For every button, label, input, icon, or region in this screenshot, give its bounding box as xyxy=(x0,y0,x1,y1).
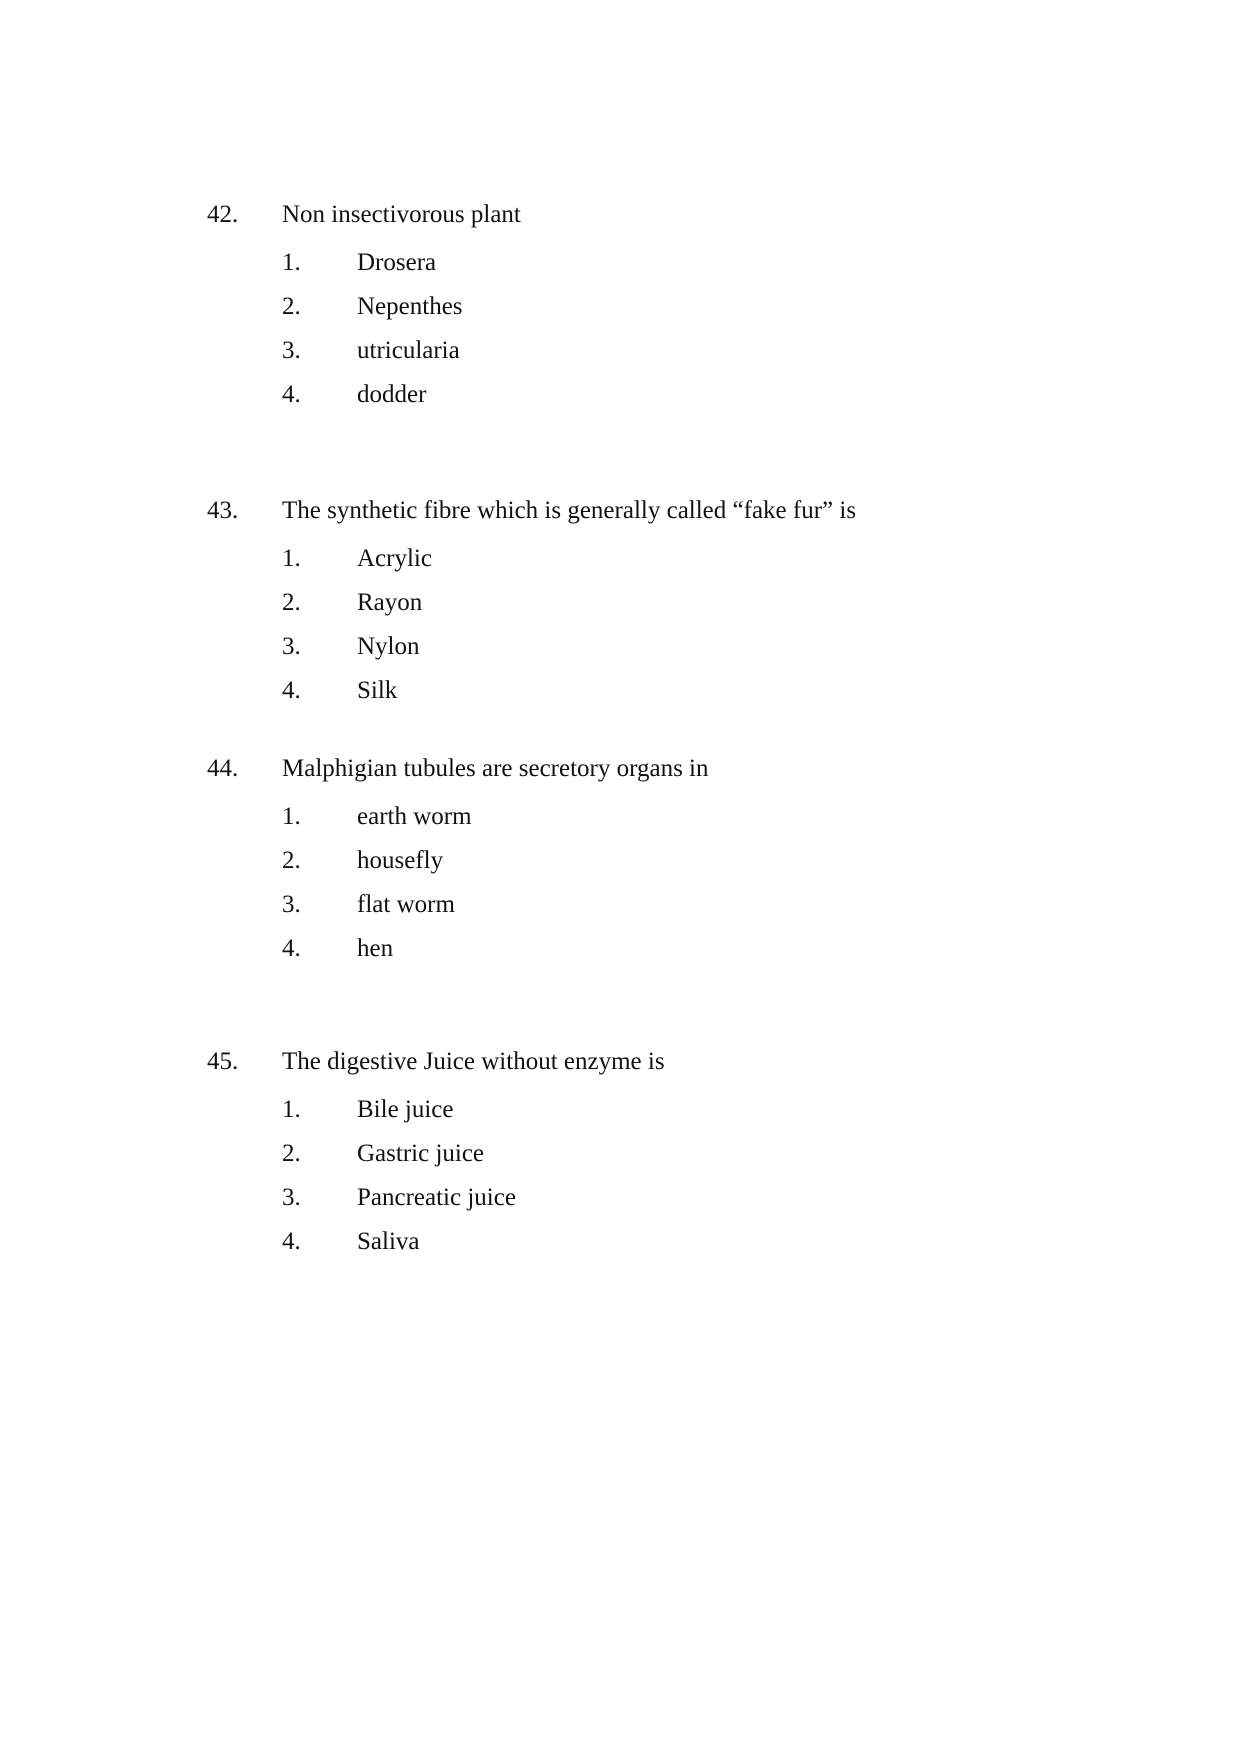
option-number: 3. xyxy=(282,337,301,364)
option-item xyxy=(207,1185,1107,1229)
question-number: 45. xyxy=(207,1048,239,1075)
question-42 xyxy=(207,202,1107,426)
option-text: housefly xyxy=(357,847,444,874)
question-44 xyxy=(207,756,1107,980)
option-list xyxy=(207,1097,1107,1273)
option-text: hen xyxy=(357,935,394,962)
option-item xyxy=(207,1229,1107,1273)
option-number: 3. xyxy=(282,633,301,660)
option-text: Drosera xyxy=(357,249,437,276)
option-item xyxy=(207,1141,1107,1185)
option-text: Nylon xyxy=(357,633,420,660)
option-text: Gastric juice xyxy=(357,1140,485,1167)
option-item xyxy=(207,804,1107,848)
option-number: 2. xyxy=(282,293,301,320)
option-item xyxy=(207,634,1107,678)
question-text: Malphigian tubules are secretory organs in xyxy=(282,755,709,782)
option-text: utricularia xyxy=(357,337,460,364)
option-text: flat worm xyxy=(357,891,455,918)
option-number: 2. xyxy=(282,589,301,616)
option-item xyxy=(207,338,1107,382)
question-text: The synthetic fibre which is generally called “fake fur” is xyxy=(282,497,857,524)
option-item xyxy=(207,848,1107,892)
option-text: Silk xyxy=(357,677,398,704)
question-header xyxy=(207,498,1107,528)
option-number: 2. xyxy=(282,847,301,874)
option-item xyxy=(207,590,1107,634)
option-number: 1. xyxy=(282,803,301,830)
question-text: Non insectivorous plant xyxy=(282,201,521,228)
question-number: 42. xyxy=(207,201,239,228)
option-number: 4. xyxy=(282,1228,301,1255)
option-item xyxy=(207,382,1107,426)
question-43 xyxy=(207,498,1107,722)
option-item xyxy=(207,294,1107,338)
option-number: 1. xyxy=(282,545,301,572)
option-text: Saliva xyxy=(357,1228,420,1255)
option-number: 1. xyxy=(282,249,301,276)
option-text: Acrylic xyxy=(357,545,432,572)
option-item xyxy=(207,546,1107,590)
question-header xyxy=(207,756,1107,786)
option-text: Bile juice xyxy=(357,1096,454,1123)
question-number: 44. xyxy=(207,755,239,782)
option-list xyxy=(207,546,1107,722)
option-item xyxy=(207,936,1107,980)
option-number: 3. xyxy=(282,891,301,918)
option-number: 4. xyxy=(282,935,301,962)
option-list xyxy=(207,250,1107,426)
option-text: dodder xyxy=(357,381,427,408)
question-number: 43. xyxy=(207,497,239,524)
option-text: Pancreatic juice xyxy=(357,1184,516,1211)
option-list xyxy=(207,804,1107,980)
option-number: 3. xyxy=(282,1184,301,1211)
question-header xyxy=(207,1049,1107,1079)
option-number: 4. xyxy=(282,381,301,408)
option-text: Nepenthes xyxy=(357,293,463,320)
question-45 xyxy=(207,1049,1107,1273)
option-text: Rayon xyxy=(357,589,423,616)
option-text: earth worm xyxy=(357,803,472,830)
option-number: 1. xyxy=(282,1096,301,1123)
question-header xyxy=(207,202,1107,232)
question-text: The digestive Juice without enzyme is xyxy=(282,1048,665,1075)
option-item xyxy=(207,678,1107,722)
option-item xyxy=(207,250,1107,294)
option-number: 4. xyxy=(282,677,301,704)
option-item xyxy=(207,1097,1107,1141)
option-number: 2. xyxy=(282,1140,301,1167)
option-item xyxy=(207,892,1107,936)
